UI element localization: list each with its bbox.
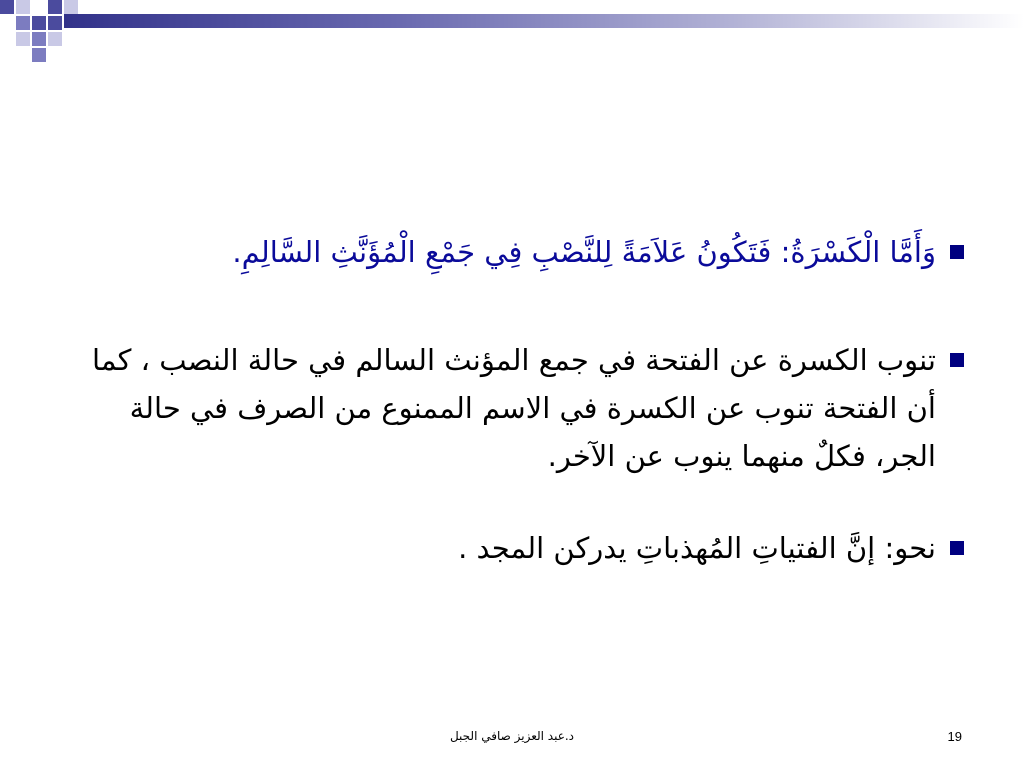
footer-author: د.عبد العزيز صافي الجبل <box>449 729 575 743</box>
corner-decoration <box>64 0 78 14</box>
corner-decoration <box>32 48 46 62</box>
bullet-item <box>70 524 964 572</box>
corner-decoration <box>48 0 62 14</box>
square-bullet-icon <box>950 245 964 259</box>
corner-decoration <box>0 0 14 14</box>
bullet-text: نحو: إنَّ الفتياتِ المُهذباتِ يدركن المجد . <box>458 531 936 565</box>
corner-decoration <box>16 16 30 30</box>
square-bullet-icon <box>950 353 964 367</box>
corner-decoration <box>48 16 62 30</box>
corner-decoration <box>48 32 62 46</box>
bullet-text: وَأَمَّا الْكَسْرَةُ: فَتَكُونُ عَلاَمَةً لِلنَّصْبِ فِي جَمْعِ الْمُؤَنَّثِ السَّالِمِ. <box>232 235 936 269</box>
bullet-item <box>70 336 964 480</box>
bullet-text: تنوب الكسرة عن الفتحة في جمع المؤنث السالم في حالة النصب ، كما أن الفتحة تنوب عن الكسرة في الاسم الممنوع من الصرف في حالة الجر، فكلٌ منهما ينوب عن الآخر. <box>92 343 936 473</box>
square-bullet-icon <box>950 541 964 555</box>
corner-decoration <box>16 0 30 14</box>
slide-content <box>70 228 964 616</box>
corner-decoration <box>32 32 46 46</box>
page-number: 19 <box>947 729 962 744</box>
corner-decoration <box>16 32 30 46</box>
header-gradient-bar <box>64 14 1024 28</box>
bullet-item <box>70 228 964 276</box>
corner-decoration <box>32 16 46 30</box>
